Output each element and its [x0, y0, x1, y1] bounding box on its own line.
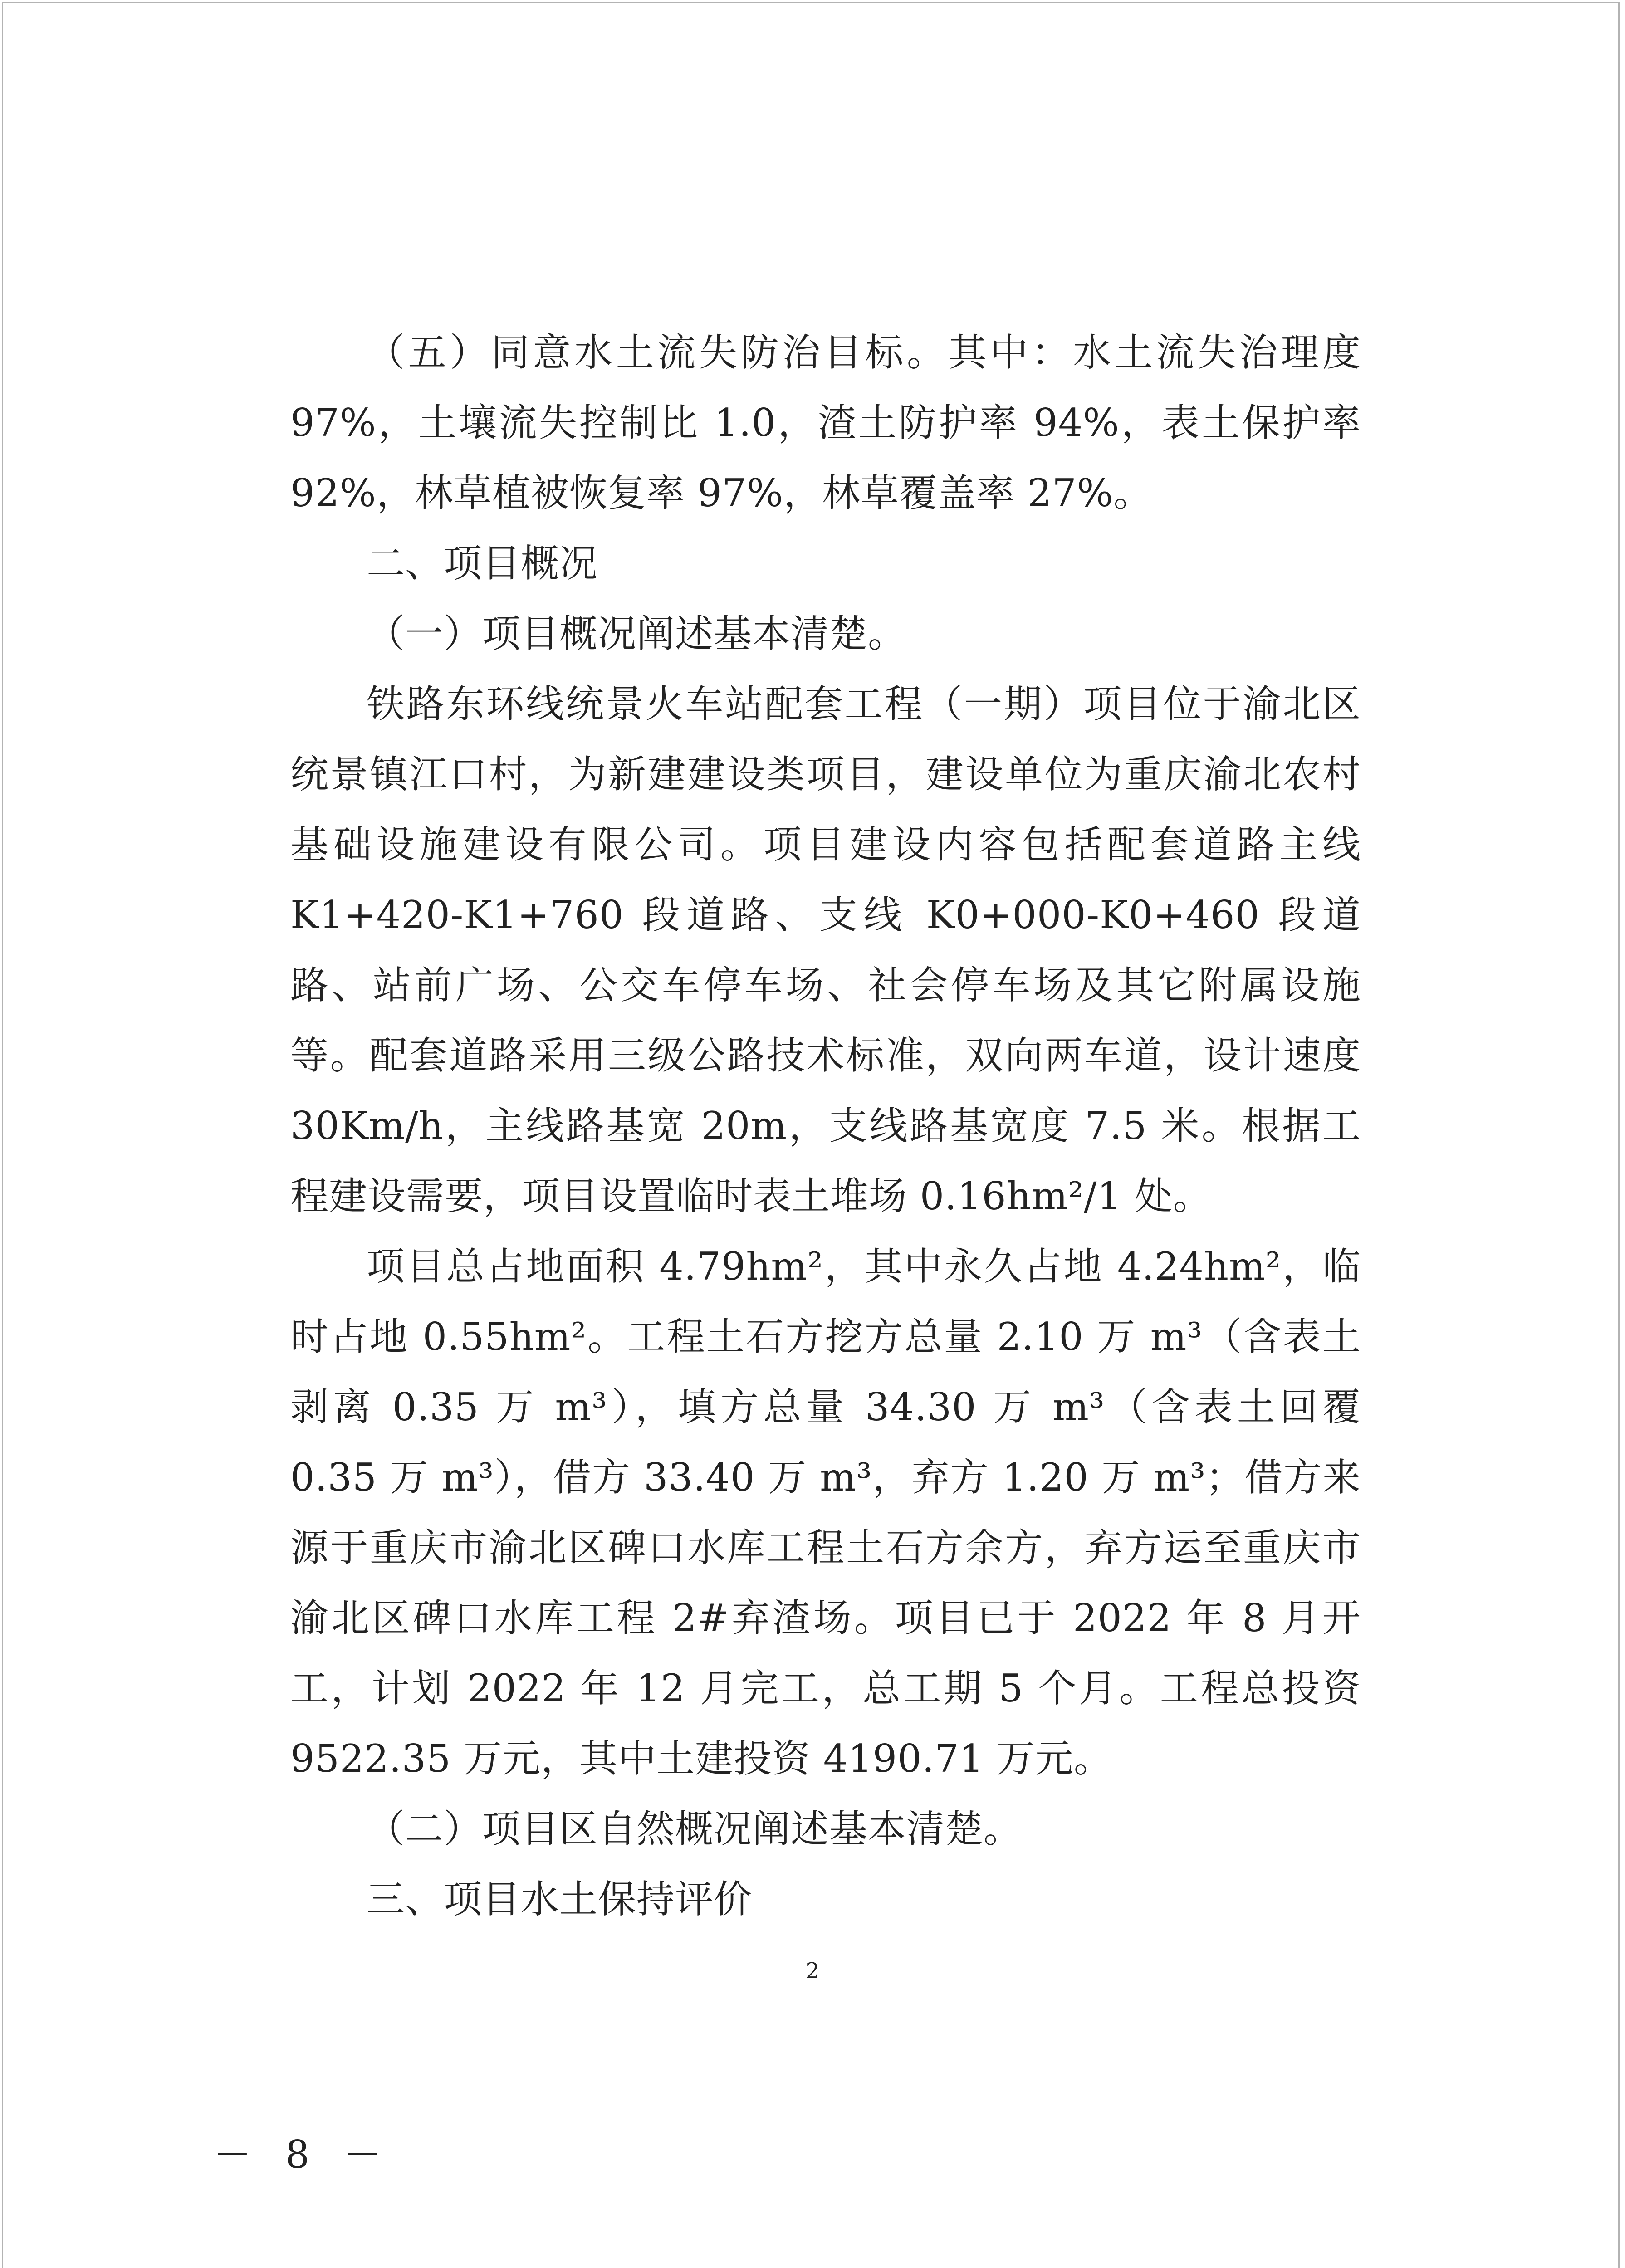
subsection-heading-natural-conditions: （二）项目区自然概况阐述基本清楚。 [367, 1807, 1023, 1851]
outer-page-number: － 8 － [213, 2132, 392, 2177]
section-heading-soil-conservation-evaluation: 三、项目水土保持评价 [367, 1877, 753, 1921]
inner-page-number: 2 [805, 1958, 820, 1984]
paragraph-project-description: 铁路东环线统景火车站配套工程（一期）项目位于渝北区统景镇江口村，为新建建设类项目，建设单位为重庆渝北农村基础设施建设有限公司。项目建设内容包括配套道路主线 K1+420-K1+760 段道路、支线 K0+000-K0+460 段道路、站前广场、公交车停车场、社会停车场及其它附属设施等。配套道路采用三级公路技术标准，双向两车道，设计速度 30Km/h，主线路基宽 20m，支线路基宽度 7.5 米。根据工程建设需要，项目设置临时表土堆场 0.16hm²/1 处。 [290, 682, 1361, 1218]
subsection-heading-project-summary: （一）项目概况阐述基本清楚。 [367, 611, 907, 656]
section-heading-project-overview: 二、项目概况 [367, 541, 598, 586]
paragraph-soil-erosion-targets: （五）同意水土流失防治目标。其中：水土流失治理度 97%，土壤流失控制比 1.0，渣土防护率 94%，表土保护率 92%，林草植被恢复率 97%，林草覆盖率 27%。 [290, 330, 1361, 515]
paragraph-land-and-earthwork: 项目总占地面积 4.79hm²，其中永久占地 4.24hm²，临时占地 0.55hm²。工程土石方挖方总量 2.10 万 m³（含表土剥离 0.35 万 m³），填方总量 34.30 万 m³（含表土回覆 0.35 万 m³），借方 33.40 万 m³，弃方 1.20 万 m³；借方来源于重庆市渝北区碑口水库工程土石方余方，弃方运至重庆市渝北区碑口水库工程 2#弃渣场。项目已于 2022 年 8 月开工，计划 2022 年 12 月完工，总工期 5 个月。工程总投资 9522.35 万元，其中土建投资 4190.71 万元。 [290, 1244, 1361, 1781]
document-body [290, 318, 1361, 1935]
